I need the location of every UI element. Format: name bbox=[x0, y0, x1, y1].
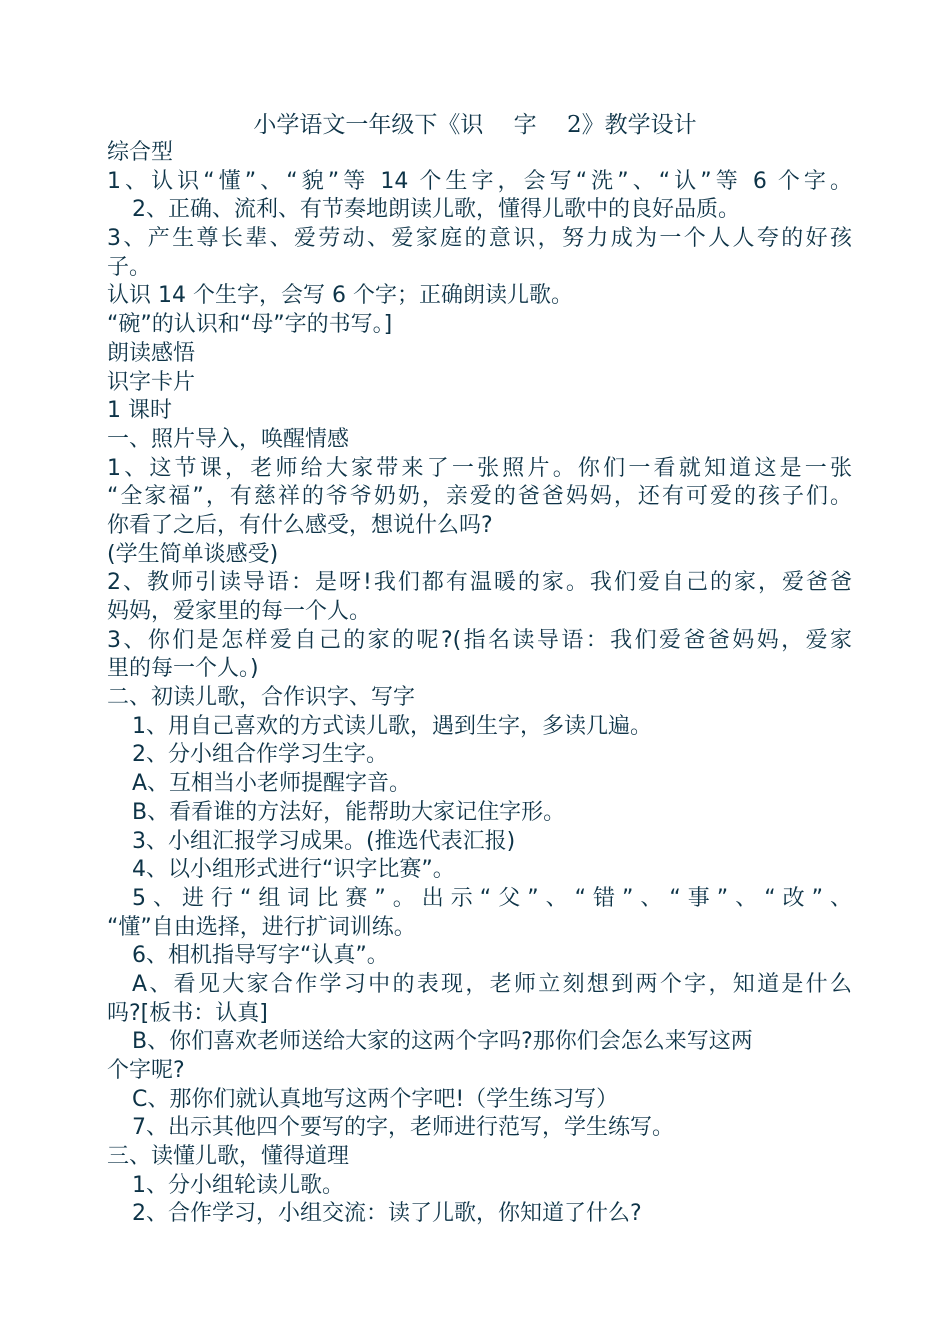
text-line: 三、读懂儿歌，懂得道理 bbox=[107, 1144, 350, 1170]
text-line: 识字卡片 bbox=[107, 369, 196, 395]
text-line: 5、进行“组词比赛”。出示“父”、“错”、“事”、“改”、 bbox=[132, 885, 852, 911]
text-line: (学生简单谈感受) bbox=[107, 541, 279, 567]
text-line: 妈妈，爱家里的每一个人。 bbox=[107, 599, 372, 624]
text-line: 2、合作学习，小组交流：读了儿歌，你知道了什么? bbox=[132, 1201, 642, 1227]
text-line: A、看见大家合作学习中的表现，老师立刻想到两个字，知道是什么 bbox=[132, 971, 852, 997]
text-line: 6、相机指导写字“认真”。 bbox=[132, 943, 389, 969]
text-line: 3、产生尊长辈、爱劳动、爱家庭的意识，努力成为一个人人夸的好孩 bbox=[107, 226, 852, 252]
text-line: 1、认识“懂”、“貌”等 14 个生字，会写“洗”、“认”等 6 个字。 bbox=[107, 168, 852, 194]
text-line: B、看看谁的方法好，能帮助大家记住字形。 bbox=[132, 799, 566, 825]
text-line: 3、小组汇报学习成果。(推选代表汇报) bbox=[132, 828, 516, 854]
text-line: 2、正确、流利、有节奏地朗读儿歌，懂得儿歌中的良好品质。 bbox=[132, 197, 740, 223]
text-line: C、那你们就认真地写这两个字吧!（学生练习写） bbox=[132, 1086, 619, 1112]
text-line: 个字呢? bbox=[107, 1058, 185, 1083]
text-line: 你看了之后，有什么感受，想说什么吗? bbox=[107, 512, 493, 538]
text-line: 综合型 bbox=[107, 140, 174, 165]
text-line: 3、你们是怎样爱自己的家的呢?(指名读导语：我们爱爸爸妈妈，爱家 bbox=[107, 627, 852, 653]
text-line: B、你们喜欢老师送给大家的这两个字吗?那你们会怎么来写这两 bbox=[132, 1029, 753, 1055]
text-line: 2、教师引读导语：是呀!我们都有温暖的家。我们爱自己的家，爱爸爸 bbox=[107, 570, 852, 596]
text-line: 4、以小组形式进行“识字比赛”。 bbox=[132, 857, 455, 883]
text-line: 吗?[板书：认真] bbox=[107, 1000, 268, 1026]
document-body bbox=[107, 139, 852, 1229]
text-line: 1 课时 bbox=[107, 398, 172, 424]
text-line: 2、分小组合作学习生字。 bbox=[132, 742, 388, 768]
text-line: 1、分小组轮读儿歌。 bbox=[132, 1172, 344, 1198]
text-line: “懂”自由选择，进行扩词训练。 bbox=[107, 914, 416, 940]
text-line: 二、初读儿歌，合作识字、写字 bbox=[107, 685, 416, 711]
text-line: 里的每一个人。) bbox=[107, 656, 259, 682]
text-line: 子。 bbox=[107, 254, 152, 280]
text-line: 1、这节课，老师给大家带来了一张照片。你们一看就知道这是一张 bbox=[107, 455, 852, 481]
text-line: 朗读感悟 bbox=[107, 340, 196, 366]
text-line: “全家福”，有慈祥的爷爷奶奶，亲爱的爸爸妈妈，还有可爱的孩子们。 bbox=[107, 484, 852, 510]
text-line: 认识 14 个生字，会写 6 个字；正确朗读儿歌。 bbox=[107, 283, 573, 309]
text-line: 一、照片导入，唤醒情感 bbox=[107, 426, 350, 452]
text-line: 7、出示其他四个要写的字，老师进行范写，学生练写。 bbox=[132, 1115, 674, 1141]
document-title: 小学语文一年级下《识 字 2》教学设计 bbox=[253, 112, 697, 138]
text-line: A、互相当小老师提醒字音。 bbox=[132, 771, 412, 797]
text-line: 1、用自己喜欢的方式读儿歌，遇到生字，多读几遍。 bbox=[132, 713, 652, 739]
text-line: “碗”的认识和“母”字的书写。] bbox=[107, 312, 393, 338]
